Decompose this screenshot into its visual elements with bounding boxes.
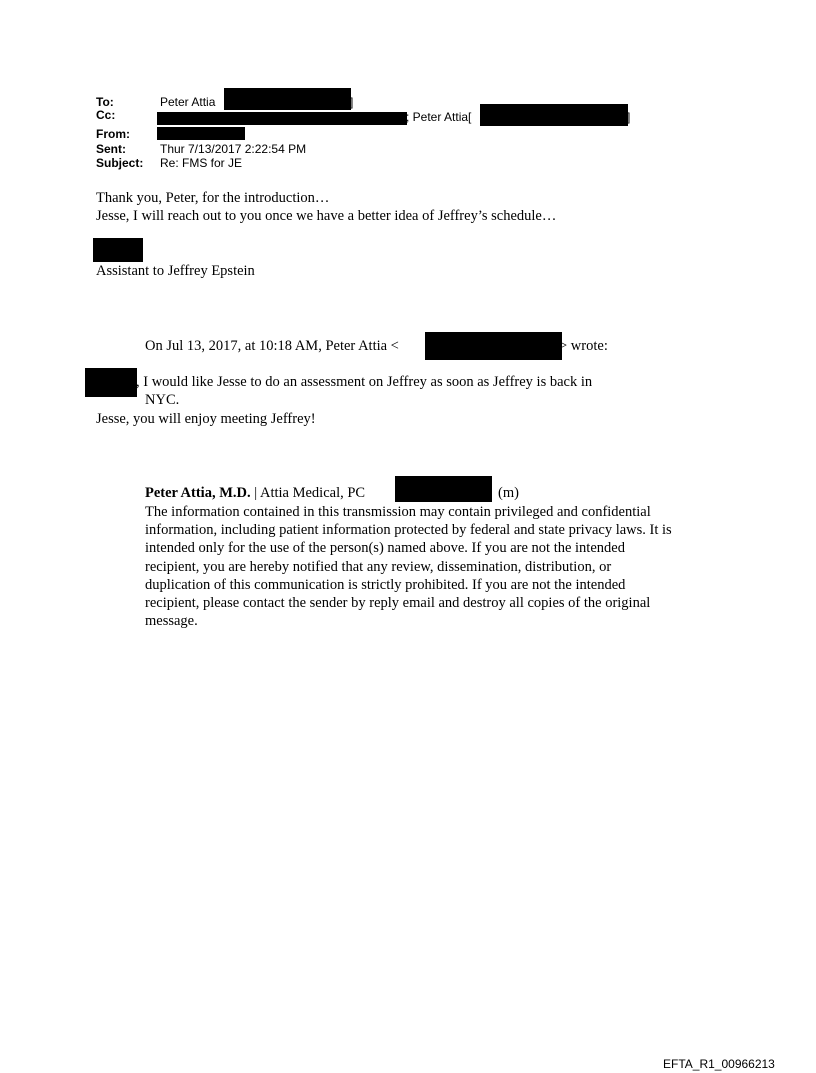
signature-title: Assistant to Jeffrey Epstein [96,263,255,279]
redaction-box [480,104,631,126]
redaction-box [425,332,562,360]
cc-value: ; Peter Attia[ [406,110,472,124]
signature-mobile-suffix: (m) [498,485,519,501]
signature-name: Peter Attia, M.D. [145,485,251,501]
cc-bracket: ] [627,110,631,124]
redaction-box [157,127,245,140]
cc-label: Cc: [96,108,116,122]
quoted-line-1b: NYC. [145,392,180,408]
redaction-box [395,476,492,502]
subject-label: Subject: [96,156,144,170]
to-value: Peter Attia [160,95,216,109]
from-label: From: [96,127,130,141]
sent-value: Thur 7/13/2017 2:22:54 PM [160,142,307,156]
redaction-box [85,368,137,397]
signature-disclaimer: The information contained in this transmission may contain privileged and confidential information, including patient information protected by federal and state privacy laws. It is intended only for the use of the person(s) named above. If you are not the intended recipient, you are hereby notified that any review, dissemination, distribution, or duplication of this communication is strictly prohibited. If you are not the intended recipient, please contact the sender by reply email and destroy all copies of the original message. [145,504,672,630]
quoted-attribution-suffix: > wrote: [559,338,608,354]
document-id: EFTA_R1_00966213 [663,1057,775,1071]
redaction-box [93,238,143,262]
quoted-attribution-prefix: On Jul 13, 2017, at 10:18 AM, Peter Attia < [145,338,399,354]
quoted-line-2: Jesse, you will enjoy meeting Jeffrey! [96,411,316,427]
body-line-2: Jesse, I will reach out to you once we have a better idea of Jeffrey’s schedule… [96,208,557,224]
redaction-box [157,112,407,125]
signature-company: | Attia Medical, PC [250,485,366,501]
quoted-line-1: , I would like Jesse to do an assessment on Jeffrey as soon as Jeffrey is back in [136,374,593,390]
body-line-1: Thank you, Peter, for the introduction… [96,190,330,206]
sent-label: Sent: [96,142,126,156]
signature-line [145,484,365,502]
to-bracket: ] [350,95,354,109]
subject-value: Re: FMS for JE [160,156,243,170]
to-label: To: [96,95,114,109]
redaction-box [224,88,354,110]
